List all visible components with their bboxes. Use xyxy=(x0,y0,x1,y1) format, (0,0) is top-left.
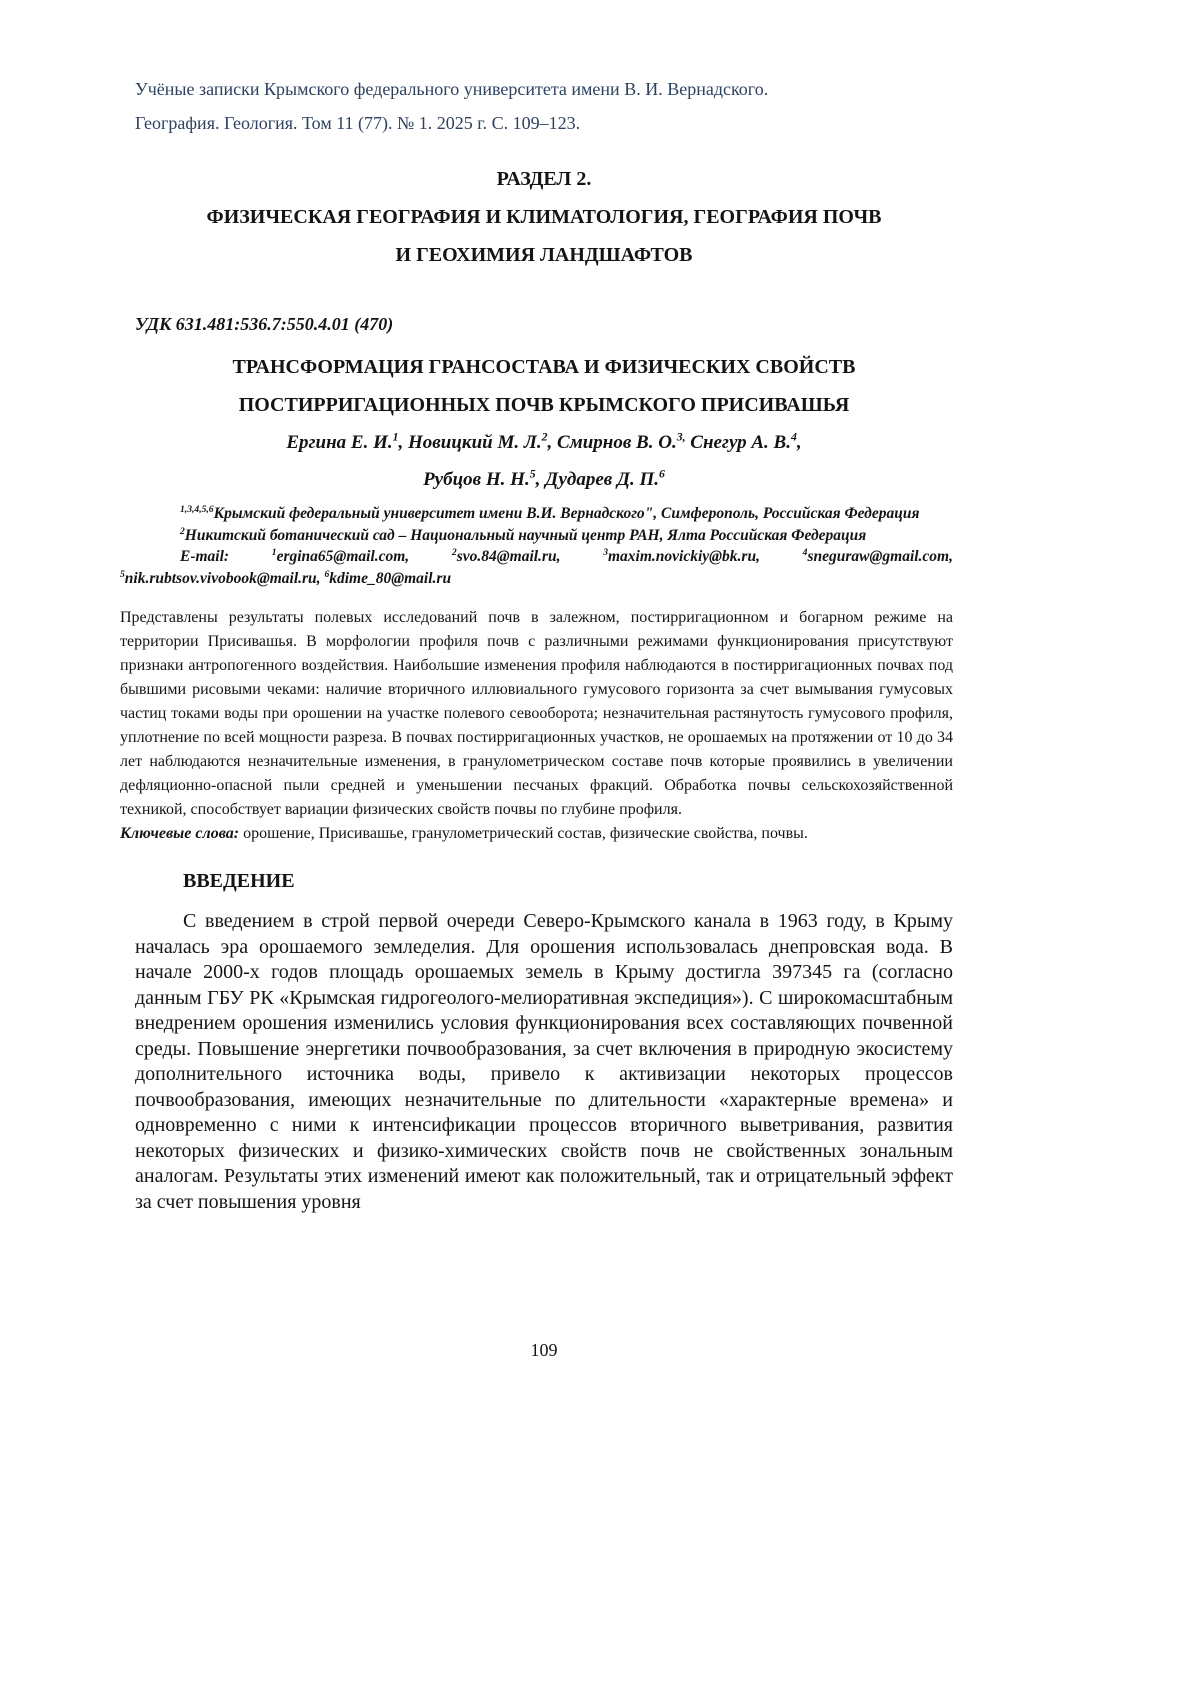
udk-code: УДК 631.481:536.7:550.4.01 (470) xyxy=(135,314,394,334)
authors-line-2: Рубцов Н. Н.$^5$, Дударев Д. П.$^6$ xyxy=(423,467,665,490)
section-heading xyxy=(135,160,953,274)
keywords-label: Ключевые слова: xyxy=(120,825,240,842)
introduction-paragraph: С введением в строй первой очереди Северо-Крымского канала в 1963 году, в Крыму началась эра орошаемого земледелия. Для орошения использовалась днепровская вода. В начале 2000-х годов площадь орошаемых земель в Крыму достигла 397345 га (согласно данным ГБУ РК «Крымская гидрогеолого-мелиоративная экспедиция»). С широкомасштабным внедрением орошения изменились условия функционирования всех составляющих почвенной среды. Повышение энергетики почвообразования, за счет включения в природную экосистему дополнительного источника воды, привело к активизации некоторых процессов почвообразования, имеющих незначительные по длительности «характерные времена» и одновременно с ними к интенсификации процессов вторичного выветривания, развития некоторых физических и физико-химических свойств почв не свойственных зональным аналогам. Результаты этих изменений имеют как положительный, так и отрицательный эффект за счет повышения уровня xyxy=(135,910,953,1213)
journal-header xyxy=(135,72,953,140)
section-number: РАЗДЕЛ 2. xyxy=(496,168,592,190)
affiliation-botanical-garden: $^2$Никитский ботанический сад – Национальный научный центр РАН, Ялта Российская Федерация xyxy=(180,525,867,544)
section-title-line-2: И ГЕОХИМИЯ ЛАНДШАФТОВ xyxy=(395,244,693,266)
abstract-text: Представлены результаты полевых исследований почв в залежном, постирригационном и богарном режиме на территории Присивашья. В морфологии профиля почв с различными режимами функционирования присутствуют признаки антропогенного воздействия. Наибольшие изменения профиля наблюдаются в постирригационных почвах под бывшими рисовыми чеками: наличие вторичного иллювиального гумусового горизонта за счет вымывания гумусовых частиц токами воды при орошении на участке полевого севооборота; незначительная растянутость гумусового профиля, уплотнение по всей мощности разреза. В почвах постирригационных участков, не орошаемых на протяжении от 10 до 34 лет наблюдаются незначительные изменения, в гранулометрическом составе почв которые проявились в увеличении дефляционно-опасной пыли средней и уменьшении песчаных фракций. Обработка почвы сельскохозяйственной техникой, способствует вариации физических свойств почвы по глубине профиля. xyxy=(120,609,953,818)
keywords-text: орошение, Присивашье, гранулометрический состав, физические свойства, почвы. xyxy=(243,825,808,842)
introduction-heading: ВВЕДЕНИЕ xyxy=(183,870,295,892)
journal-title-line: Учёные записки Крымского федерального университета имени В. И. Вернадского. xyxy=(135,79,769,99)
authors-line-1: Ергина Е. И.$^1$, Новицкий М. Л.$^2$, Смирнов В. О.$^{3,}$ Снегур А. В.$^4$, xyxy=(286,430,802,453)
page-footer xyxy=(135,1340,953,1361)
page-content-column xyxy=(120,0,953,1215)
authors-emails: E-mail: $^1$ergina65@mail.com, $^2$svo.84@mail.ru, $^3$maxim.novickiy@bk.ru, $^4$sneguraw@gmail.com, $^5$nik.rubtsov.vivobook@mail.ru, $^6$kdime_80@mail.ru xyxy=(120,546,953,587)
section-title-line-1: ФИЗИЧЕСКАЯ ГЕОГРАФИЯ И КЛИМАТОЛОГИЯ, ГЕОГРАФИЯ ПОЧВ xyxy=(206,206,882,228)
article-title-line-2: ПОСТИРРИГАЦИОННЫХ ПОЧВ КРЫМСКОГО ПРИСИВАШЬЯ xyxy=(238,394,850,416)
abstract-block xyxy=(120,606,953,846)
article-title-line-1: ТРАНСФОРМАЦИЯ ГРАНСОСТАВА И ФИЗИЧЕСКИХ СВОЙСТВ xyxy=(232,356,856,378)
authors-block xyxy=(135,424,953,498)
keywords-line xyxy=(120,822,953,846)
article-title xyxy=(135,348,953,424)
journal-issue-line: География. Геология. Том 11 (77). № 1. 2025 г. С. 109–123. xyxy=(135,113,581,133)
affiliation-university: $^{1,3,4,5,6}$Крымский федеральный университет имени В.И. Вернадского", Симферополь, Российская Федерация xyxy=(180,503,920,522)
page-number: 109 xyxy=(530,1340,558,1360)
affiliations-block xyxy=(120,503,953,589)
